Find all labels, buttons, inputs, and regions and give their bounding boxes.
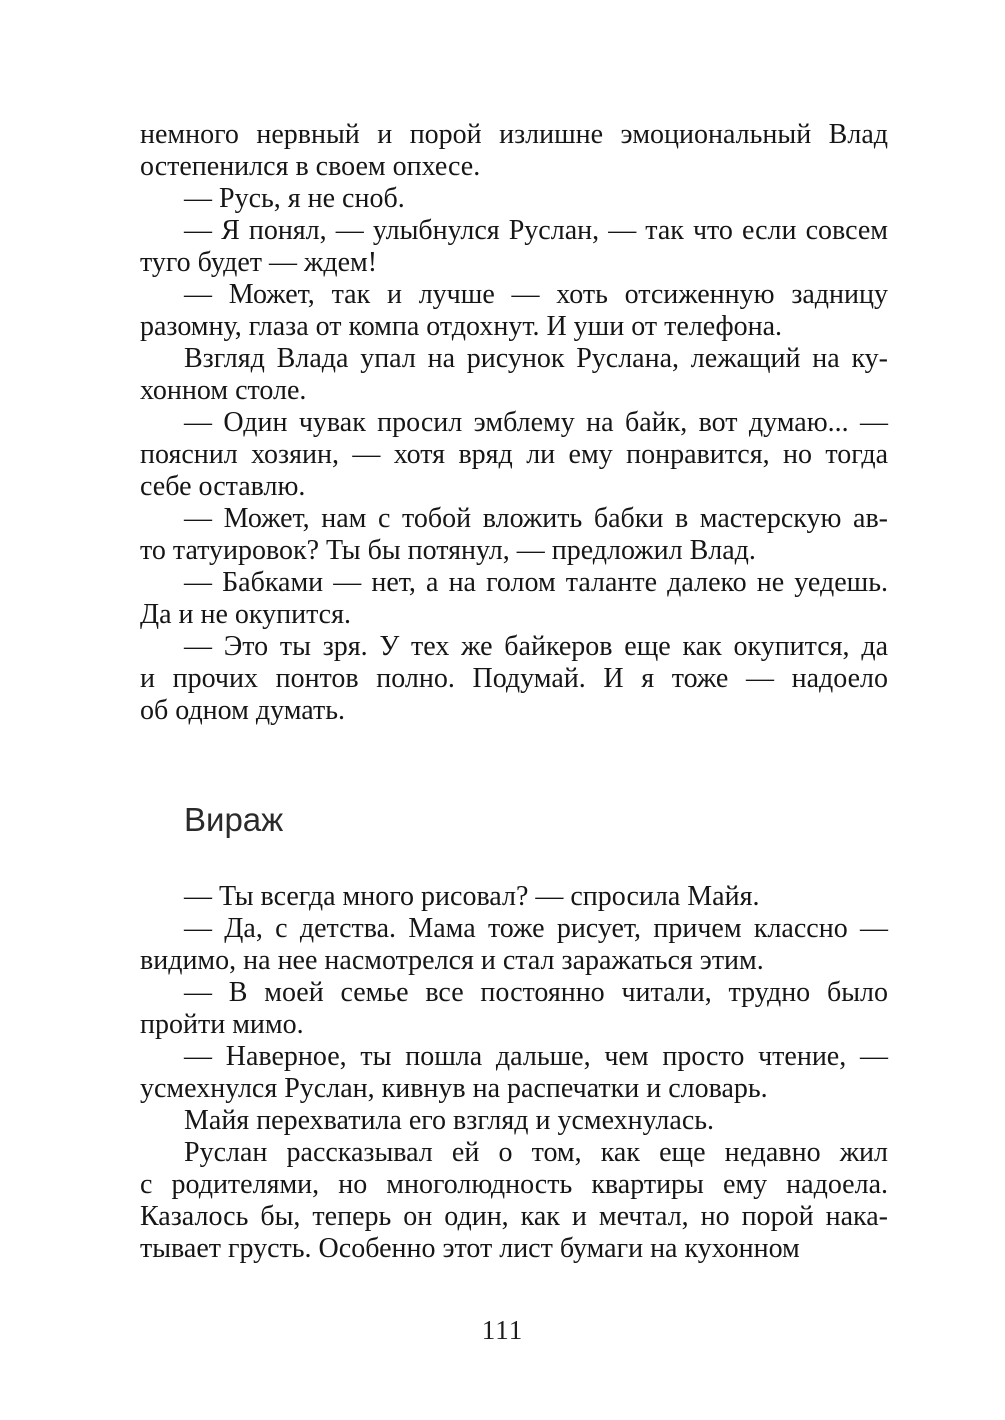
paragraph	[140, 913, 888, 977]
text-line: — Русь, я не сноб.	[184, 183, 405, 214]
paragraph	[140, 183, 888, 215]
text-line: усмехнулся Руслан, кивнув на распечатки и словарь.	[140, 1073, 768, 1104]
text-line: — Я понял, — улыбнулся Руслан, — так что если совсем	[184, 215, 888, 246]
chapter-heading: Вираж	[184, 801, 284, 838]
paragraph	[140, 215, 888, 279]
paragraph	[140, 881, 888, 913]
page-number: 111	[481, 1315, 524, 1345]
paragraph	[140, 1041, 888, 1105]
text-line: — Может, так и лучше — хоть отсиженную задницу	[184, 279, 888, 310]
text-line: Да и не окупится.	[140, 599, 351, 630]
text-line: то татуировок? Ты бы потянул, — предложил Влад.	[140, 535, 756, 566]
text-line: — Ты всегда много рисовал? — спросила Майя.	[184, 881, 760, 912]
text-line: с родителями, но многолюдность квартиры ему надоела.	[140, 1169, 888, 1200]
text-line: Руслан рассказывал ей о том, как еще недавно жил	[184, 1137, 888, 1168]
text-line: об одном думать.	[140, 695, 345, 726]
paragraph	[140, 503, 888, 567]
text-line: — Наверное, ты пошла дальше, чем просто чтение, —	[184, 1041, 888, 1072]
paragraph	[140, 279, 888, 343]
text-line: и прочих понтов полно. Подумай. И я тоже — надоело	[140, 663, 888, 694]
text-line: тывает грусть. Особенно этот лист бумаги на кухонном	[140, 1233, 800, 1264]
paragraph	[140, 119, 888, 183]
text-line: — Бабками — нет, а на голом таланте далеко не уедешь.	[184, 567, 888, 598]
text-line: остепенился в своем опхесе.	[140, 151, 481, 182]
text-line: немного нервный и порой излишне эмоциональный Влад	[140, 119, 888, 150]
text-line: пояснил хозяин, — хотя вряд ли ему понравится, но тогда	[140, 439, 888, 470]
text-line: пройти мимо.	[140, 1009, 304, 1040]
paragraph	[140, 631, 888, 727]
paragraph	[140, 1105, 888, 1137]
text-line: себе оставлю.	[140, 471, 306, 502]
paragraph	[140, 567, 888, 631]
paragraph	[140, 343, 888, 407]
text-line: — Да, с детства. Мама тоже рисует, причем классно —	[184, 913, 888, 944]
text-line: — Это ты зря. У тех же байкеров еще как окупится, да	[184, 631, 888, 662]
text-line: видимо, на нее насмотрелся и стал заражаться этим.	[140, 945, 764, 976]
text-line: — Может, нам с тобой вложить бабки в мастерскую ав-	[184, 503, 888, 534]
text-line: Майя перехватила его взгляд и усмехнулась.	[184, 1105, 715, 1136]
text-line: разомну, глаза от компа отдохнут. И уши от телефона.	[140, 311, 783, 342]
text-line: — Один чувак просил эмблему на байк, вот думаю... —	[184, 407, 888, 438]
text-line: туго будет — ждем!	[140, 247, 378, 278]
text-line: Казалось бы, теперь он один, как и мечтал, но порой нака-	[140, 1201, 888, 1232]
text-line: — В моей семье все постоянно читали, трудно было	[184, 977, 888, 1008]
paragraph	[140, 407, 888, 503]
paragraph	[140, 1137, 888, 1265]
text-line: Взгляд Влада упал на рисунок Руслана, лежащий на ку-	[184, 343, 888, 374]
paragraph	[140, 977, 888, 1041]
text-block	[140, 119, 888, 1265]
text-line: хонном столе.	[140, 375, 307, 406]
